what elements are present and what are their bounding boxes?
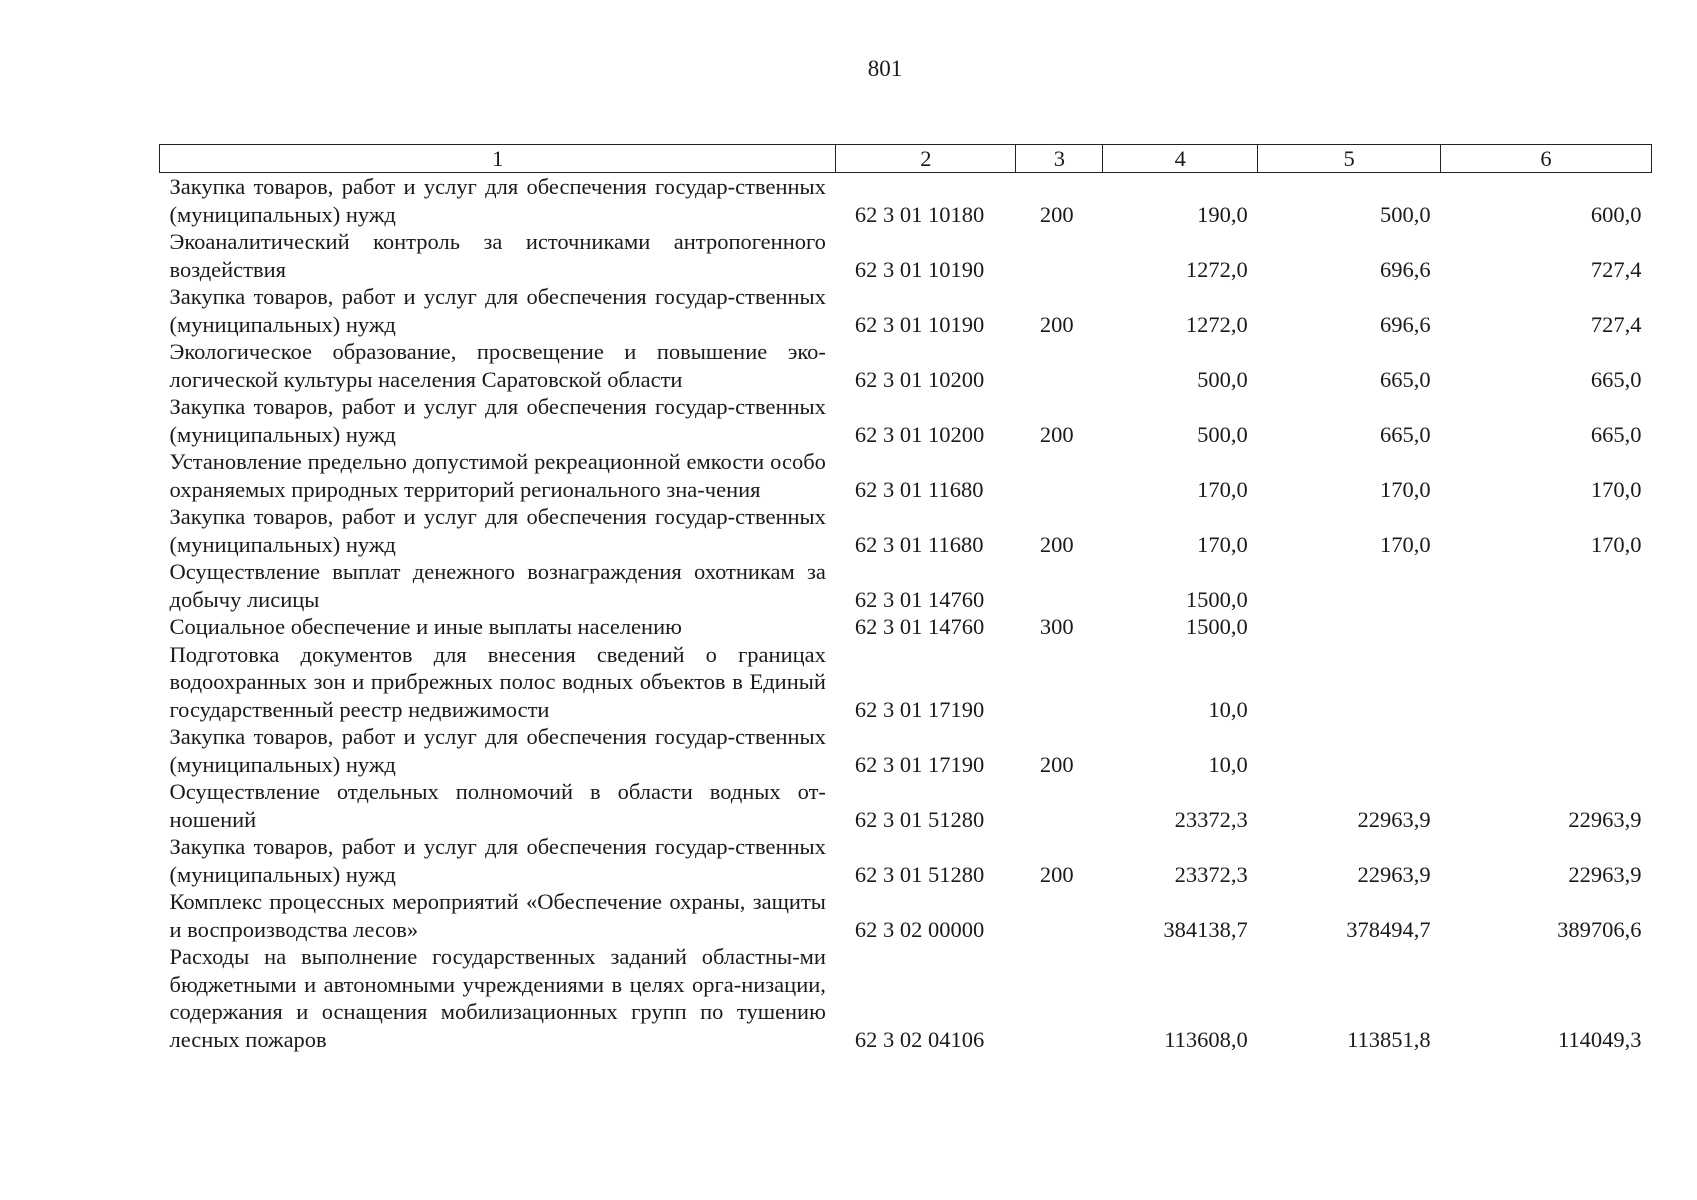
row-code: 62 3 01 14760 — [854, 586, 985, 612]
row-value-col5: 170,0 — [1379, 531, 1431, 557]
row-value-col5: 22963,9 — [1357, 861, 1431, 887]
row-expense-type — [1016, 943, 1103, 1053]
row-name: Экоаналитический контроль за источниками антропогенного воздействия — [169, 229, 826, 282]
row-expense-type: 300 — [1039, 614, 1074, 639]
row-code: 62 3 01 10190 — [854, 256, 985, 282]
column-header-6: 6 — [1441, 145, 1652, 173]
table-row — [160, 393, 1652, 448]
row-name: Закупка товаров, работ и услуг для обеспечения государ-ственных (муниципальных) нужд — [169, 724, 826, 777]
row-value-col4: 500,0 — [1197, 421, 1248, 447]
row-code: 62 3 01 11680 — [854, 476, 984, 502]
row-value-col6: 170,0 — [1590, 531, 1642, 557]
row-name: Установление предельно допустимой рекреационной емкости особо охраняемых природных территорий регионального зна-чения — [169, 449, 826, 502]
table-header — [160, 145, 1652, 173]
table-row — [160, 641, 1652, 724]
row-value-col4: 384138,7 — [1163, 916, 1248, 942]
table-row — [160, 338, 1652, 393]
column-header-5: 5 — [1258, 145, 1441, 173]
row-value-col6: 389706,6 — [1557, 916, 1642, 942]
row-value-col5 — [1258, 558, 1441, 613]
budget-table — [159, 144, 1652, 1053]
column-header-3: 3 — [1016, 145, 1103, 173]
header-row — [160, 145, 1652, 173]
row-code: 62 3 01 51280 — [854, 861, 985, 887]
table-row — [160, 448, 1652, 503]
row-name: Расходы на выполнение государственных заданий областны-ми бюджетными и автономными учреждениями в целях орга-низации, содержания и оснащения мобилизационных групп по тушению лесных пожаров — [169, 944, 826, 1052]
table-row — [160, 778, 1652, 833]
row-expense-type — [1016, 778, 1103, 833]
row-value-col5: 113851,8 — [1347, 1026, 1431, 1052]
table-row — [160, 173, 1652, 229]
row-value-col6: 22963,9 — [1568, 861, 1642, 887]
row-code: 62 3 01 10190 — [854, 311, 985, 337]
table-row — [160, 558, 1652, 613]
row-code: 62 3 01 14760 — [854, 614, 985, 639]
row-value-col4: 1272,0 — [1185, 311, 1248, 337]
row-name: Комплекс процессных мероприятий «Обеспечение охраны, защиты и воспроизводства лесов» — [169, 889, 826, 942]
row-code: 62 3 01 11680 — [854, 531, 984, 557]
table-row — [160, 943, 1652, 1053]
row-value-col6: 170,0 — [1590, 476, 1642, 502]
table-row — [160, 833, 1652, 888]
row-value-col6: 665,0 — [1590, 366, 1642, 392]
row-expense-type: 200 — [1039, 201, 1074, 227]
row-code: 62 3 02 04106 — [854, 1026, 985, 1052]
row-value-col5: 22963,9 — [1357, 806, 1431, 832]
row-value-col5: 665,0 — [1379, 366, 1431, 392]
row-value-col5 — [1258, 613, 1441, 641]
row-name: Закупка товаров, работ и услуг для обеспечения государ-ственных (муниципальных) нужд — [169, 284, 826, 337]
row-value-col4: 1500,0 — [1185, 614, 1248, 639]
row-value-col6: 22963,9 — [1568, 806, 1642, 832]
row-name: Закупка товаров, работ и услуг для обеспечения государ-ственных (муниципальных) нужд — [169, 834, 826, 887]
row-value-col5: 500,0 — [1379, 201, 1431, 227]
row-name: Закупка товаров, работ и услуг для обеспечения государ-ственных (муниципальных) нужд — [169, 504, 826, 557]
column-header-2: 2 — [836, 145, 1016, 173]
row-name: Закупка товаров, работ и услуг для обеспечения государ-ственных (муниципальных) нужд — [169, 394, 826, 447]
row-expense-type — [1016, 338, 1103, 393]
row-value-col6 — [1441, 723, 1652, 778]
row-expense-type — [1016, 888, 1103, 943]
column-header-4: 4 — [1103, 145, 1258, 173]
row-code: 62 3 01 10200 — [854, 421, 985, 447]
row-name: Осуществление выплат денежного вознаграждения охотникам за добычу лисицы — [169, 559, 826, 612]
row-value-col4: 23372,3 — [1174, 806, 1248, 832]
row-code: 62 3 01 10200 — [854, 366, 985, 392]
row-name: Закупка товаров, работ и услуг для обеспечения государ-ственных (муниципальных) нужд — [169, 174, 826, 227]
row-expense-type: 200 — [1039, 421, 1074, 447]
row-value-col5: 665,0 — [1379, 421, 1431, 447]
table-row — [160, 613, 1652, 641]
page-number: 801 — [867, 56, 903, 81]
table-row — [160, 723, 1652, 778]
row-value-col4: 170,0 — [1197, 531, 1248, 557]
row-name: Подготовка документов для внесения сведений о границах водоохранных зон и прибрежных полос водных объектов в Единый государственный реестр недвижимости — [169, 641, 826, 722]
row-value-col4: 170,0 — [1197, 476, 1248, 502]
row-value-col6: 114049,3 — [1557, 1026, 1642, 1052]
row-value-col6 — [1441, 641, 1652, 724]
row-expense-type: 200 — [1039, 531, 1074, 557]
row-expense-type — [1016, 641, 1103, 724]
row-value-col4: 1272,0 — [1185, 256, 1248, 282]
table-row — [160, 228, 1652, 283]
row-expense-type — [1016, 558, 1103, 613]
row-value-col5 — [1258, 723, 1441, 778]
row-expense-type — [1016, 448, 1103, 503]
row-value-col5: 696,6 — [1379, 311, 1431, 337]
row-value-col6: 665,0 — [1590, 421, 1642, 447]
row-code: 62 3 02 00000 — [854, 916, 985, 942]
row-value-col4: 190,0 — [1197, 201, 1248, 227]
row-value-col5: 378494,7 — [1346, 916, 1431, 942]
table-row — [160, 888, 1652, 943]
row-code: 62 3 01 17190 — [854, 751, 985, 777]
row-expense-type — [1016, 228, 1103, 283]
row-name: Экологическое образование, просвещение и повышение эко-логической культуры населения Саратовской области — [169, 339, 826, 392]
row-value-col5: 170,0 — [1379, 476, 1431, 502]
row-value-col6: 600,0 — [1590, 201, 1642, 227]
row-value-col4: 23372,3 — [1174, 861, 1248, 887]
row-value-col6: 727,4 — [1590, 311, 1642, 337]
row-name: Социальное обеспечение и иные выплаты населению — [169, 614, 682, 639]
row-expense-type: 200 — [1039, 751, 1074, 777]
table-row — [160, 503, 1652, 558]
table-body — [160, 173, 1652, 1054]
row-value-col5 — [1258, 641, 1441, 724]
row-expense-type: 200 — [1039, 861, 1074, 887]
row-name: Осуществление отдельных полномочий в области водных от-ношений — [169, 779, 826, 832]
row-value-col4: 10,0 — [1208, 751, 1248, 777]
row-value-col6 — [1441, 613, 1652, 641]
row-value-col6 — [1441, 558, 1652, 613]
row-value-col4: 113608,0 — [1164, 1026, 1248, 1052]
table-row — [160, 283, 1652, 338]
row-code: 62 3 01 51280 — [854, 806, 985, 832]
row-value-col4: 500,0 — [1197, 366, 1248, 392]
row-value-col5: 696,6 — [1379, 256, 1431, 282]
row-expense-type: 200 — [1039, 311, 1074, 337]
row-value-col4: 10,0 — [1208, 696, 1248, 722]
row-value-col6: 727,4 — [1590, 256, 1642, 282]
row-code: 62 3 01 17190 — [854, 696, 985, 722]
row-value-col4: 1500,0 — [1185, 586, 1248, 612]
column-header-1: 1 — [160, 145, 836, 173]
row-code: 62 3 01 10180 — [854, 201, 985, 227]
